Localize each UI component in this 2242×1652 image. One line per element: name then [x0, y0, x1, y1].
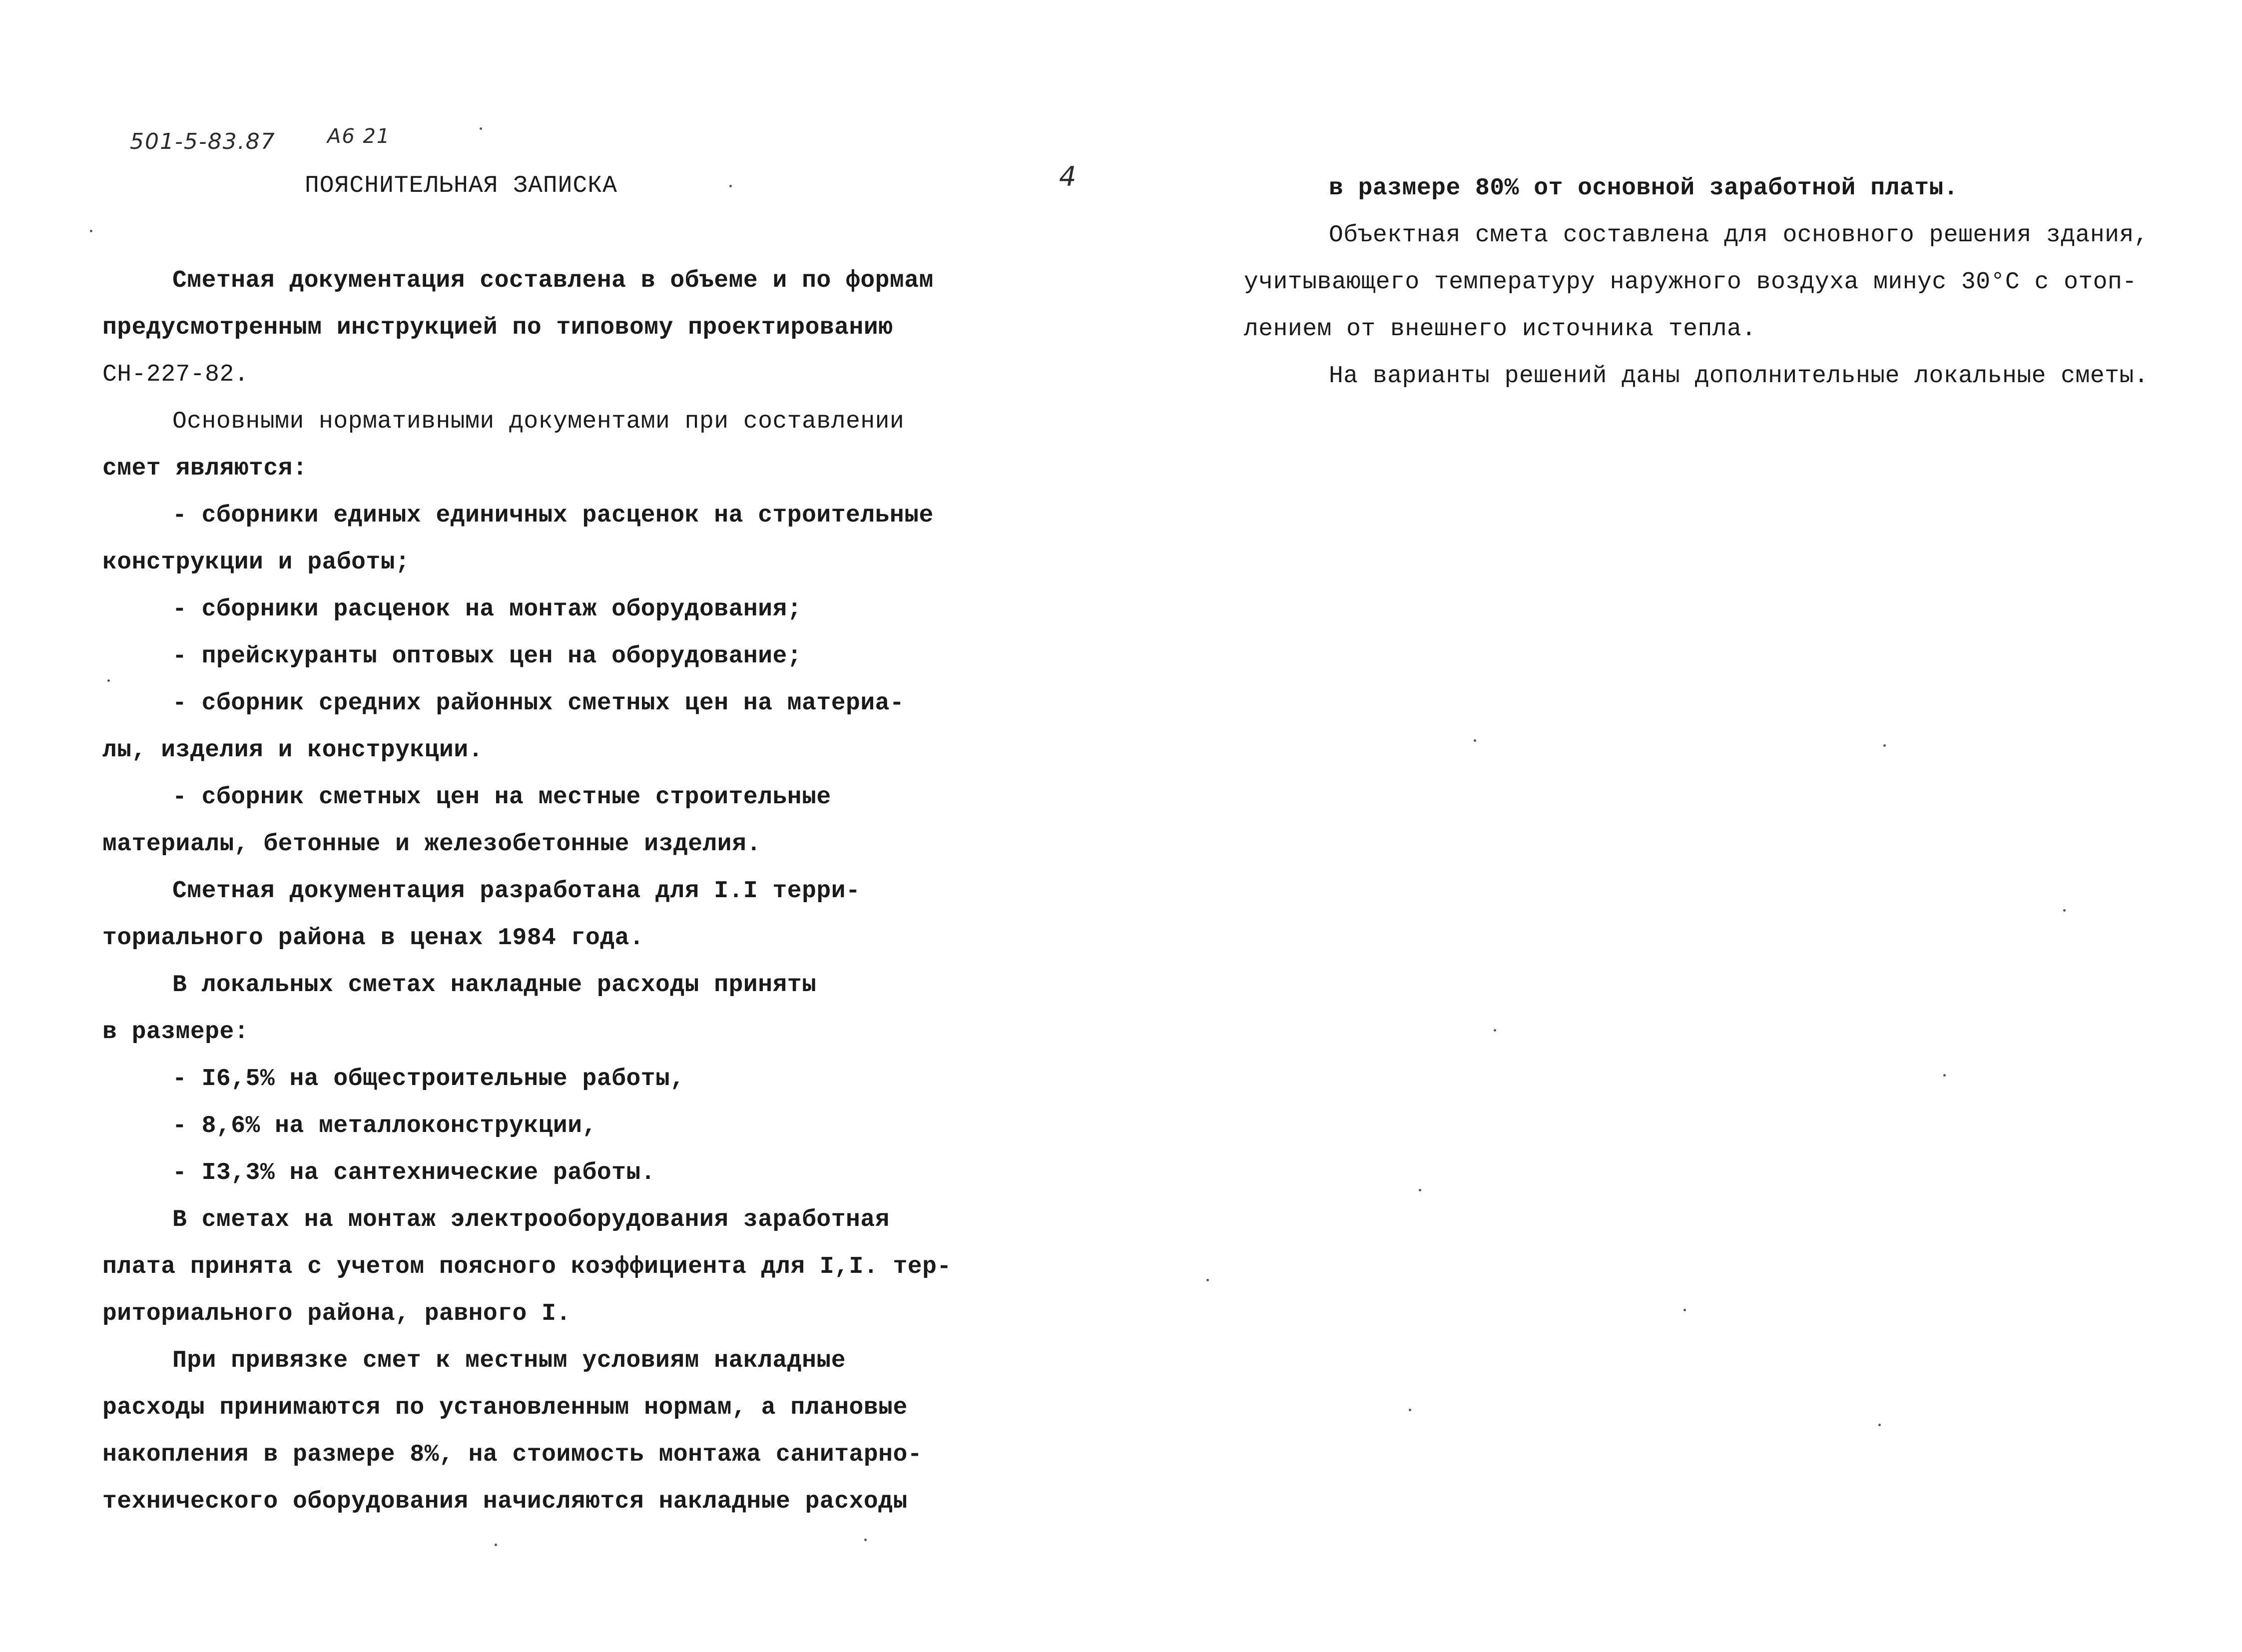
- scan-speck: [1943, 1074, 1946, 1077]
- text-line: Сметная документация составлена в объеме и по формам: [172, 267, 934, 294]
- text-line: в размере:: [102, 1019, 249, 1046]
- scan-speck: [1494, 1029, 1496, 1032]
- page-title: ПОЯСНИТЕЛЬНАЯ ЗАПИСКА: [305, 172, 617, 199]
- text-line: ториального района в ценах 1984 года.: [102, 925, 644, 952]
- scan-speck: [1474, 739, 1476, 742]
- scan-speck: [729, 185, 732, 187]
- scan-speck: [480, 127, 482, 130]
- text-line: Сметная документация разработана для I.I терри-: [172, 878, 861, 905]
- text-line: Основными нормативными документами при составлении: [172, 408, 905, 435]
- scan-speck: [1206, 1279, 1209, 1281]
- scan-speck: [864, 1539, 867, 1541]
- scan-speck: [1419, 1189, 1421, 1191]
- text-line: риториального района, равного I.: [102, 1300, 571, 1327]
- text-line: плата принята с учетом поясного коэффициента для I,I. тер-: [102, 1253, 952, 1280]
- text-line: - сборник сметных цен на местные строительные: [172, 784, 831, 811]
- document-code: 501-5-83.87: [130, 129, 276, 154]
- text-line: СН-227-82.: [102, 361, 249, 388]
- text-line: В локальных сметах накладные расходы приняты: [172, 972, 817, 999]
- scan-speck: [495, 1544, 497, 1546]
- text-line: накопления в размере 8%, на стоимость монтажа санитарно-: [102, 1441, 923, 1468]
- text-line: учитывающего температуру наружного воздуха минус 30°С с отоп-: [1244, 269, 2137, 296]
- scan-speck: [90, 230, 92, 232]
- text-line: лы, изделия и конструкции.: [102, 737, 483, 764]
- text-line: Объектная смета составлена для основного решения здания,: [1329, 222, 2149, 249]
- scan-speck: [1883, 744, 1886, 747]
- text-line: - прейскуранты оптовых цен на оборудование;: [172, 643, 802, 670]
- text-line: - 8,6% на металлоконструкции,: [172, 1112, 597, 1139]
- scan-speck: [1878, 1424, 1881, 1426]
- page-number: 4: [1059, 161, 1078, 192]
- left-text-column: [102, 257, 962, 1525]
- text-line: На варианты решений даны дополнительные локальные сметы.: [1329, 363, 2149, 390]
- right-text-column: [1244, 165, 2173, 400]
- text-line: конструкции и работы;: [102, 549, 410, 576]
- sheet-mark: А6 21: [327, 125, 391, 148]
- scan-speck: [107, 679, 110, 682]
- text-line: технического оборудования начисляются накладные расходы: [102, 1488, 908, 1515]
- text-line: материалы, бетонные и железобетонные изделия.: [102, 831, 761, 858]
- text-line: смет являются:: [102, 455, 308, 482]
- text-line: - сборник средних районных сметных цен на материа-: [172, 690, 905, 717]
- text-line: - сборники расценок на монтаж оборудования;: [172, 596, 802, 623]
- text-line: - сборники единых единичных расценок на строительные: [172, 502, 934, 529]
- text-line: В сметах на монтаж электрооборудования заработная: [172, 1206, 890, 1233]
- scan-speck: [1683, 1309, 1686, 1311]
- scan-speck: [1409, 1409, 1411, 1411]
- text-line: лением от внешнего источника тепла.: [1244, 316, 1756, 343]
- text-line: предусмотренным инструкцией по типовому проектированию: [102, 314, 893, 341]
- text-line: - I6,5% на общестроительные работы,: [172, 1066, 685, 1093]
- text-line: в размере 80% от основной заработной платы.: [1329, 175, 1959, 202]
- text-line: расходы принимаются по установленным нормам, а плановые: [102, 1394, 908, 1421]
- scan-speck: [2063, 909, 2066, 912]
- text-line: При привязке смет к местным условиям накладные: [172, 1347, 846, 1374]
- text-line: - I3,3% на сантехнические работы.: [172, 1159, 656, 1186]
